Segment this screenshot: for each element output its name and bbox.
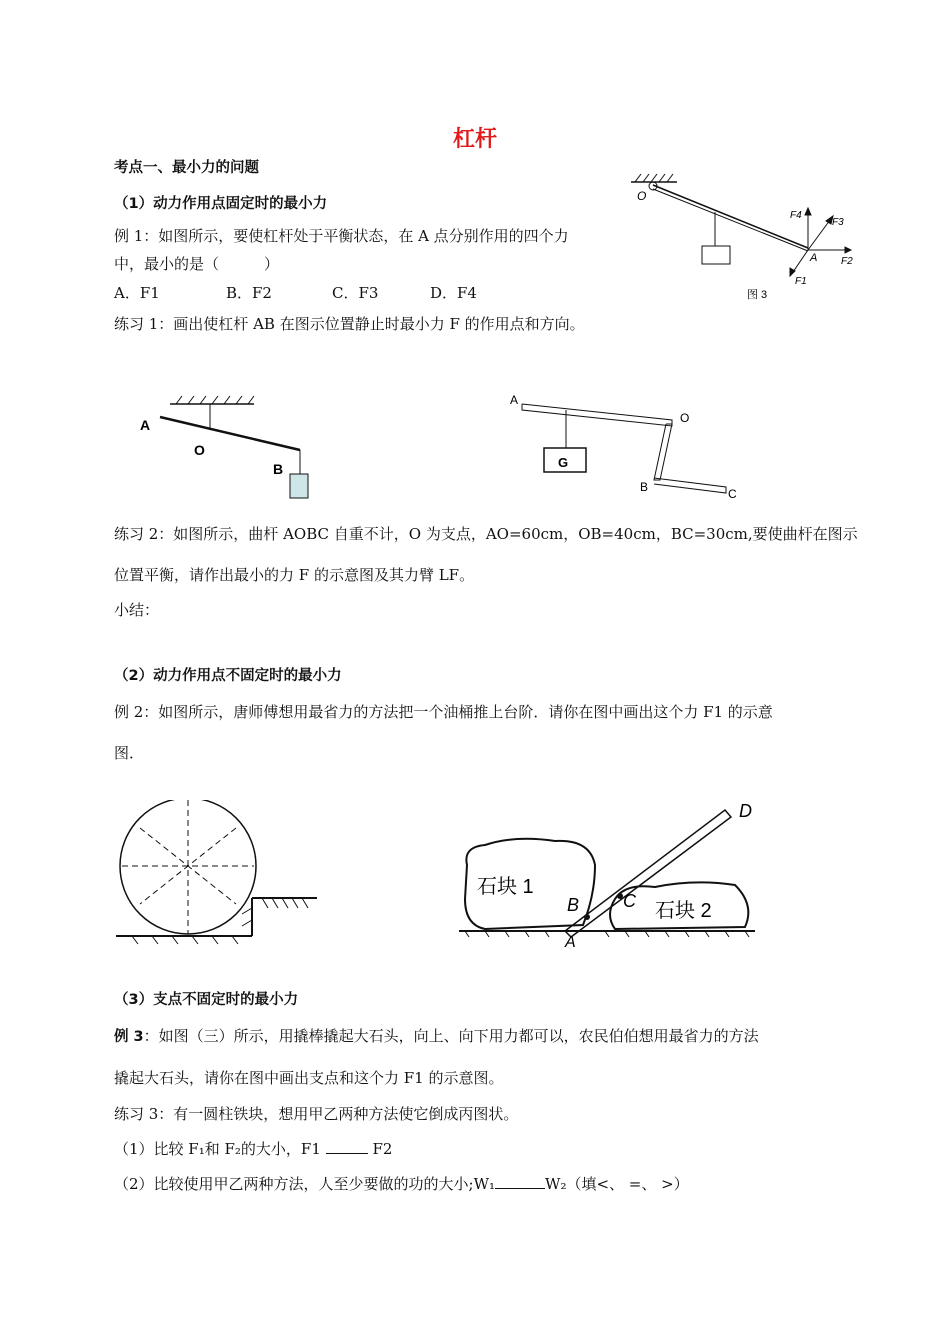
example-2-line-1: 例 2：如图所示，唐师傅想用最省力的方法把一个油桶推上台阶．请你在图中画出这个力 F1 的示意 <box>114 703 773 721</box>
rock-label-c: C <box>623 891 636 911</box>
figb-label-g: G <box>558 455 569 470</box>
question-2-blank[interactable] <box>495 1174 545 1189</box>
rock-pry-figure <box>455 795 765 950</box>
figa-label-o: O <box>194 442 205 458</box>
question-1 <box>114 1139 392 1159</box>
question-1-blank[interactable] <box>326 1139 368 1154</box>
rock-1-label: 石块 1 <box>477 876 534 898</box>
summary-label: 小结： <box>114 601 160 619</box>
oil-barrel-figure <box>112 800 322 945</box>
practice-2-line-2: 位置平衡，请作出最小的力 F 的示意图及其力臂 LF。 <box>114 566 475 584</box>
figb-label-c: C <box>728 487 737 501</box>
rock-2-label: 石块 2 <box>655 900 712 922</box>
figa-label-a: A <box>140 417 151 433</box>
figb-label-a: A <box>510 393 519 407</box>
fig3-caption: 图 3 <box>747 289 768 301</box>
page-title: 杠杆 <box>452 126 497 152</box>
fig3-o: O <box>637 189 647 203</box>
option-c: C．F3 <box>332 284 379 302</box>
subheading-1: （1）动力作用点固定时的最小力 <box>114 196 328 212</box>
crank-lever-figure <box>500 390 750 505</box>
rock-label-a: A <box>565 934 576 950</box>
fig3-f3: F3 <box>832 217 844 228</box>
question-1-f2: F2 <box>372 1140 393 1158</box>
figa-label-b: B <box>273 461 284 477</box>
subheading-2: （2）动力作用点不固定时的最小力 <box>114 668 342 684</box>
practice-3: 练习 3：有一圆柱铁块，想用甲乙两种方法使它倒成丙图状。 <box>114 1105 519 1123</box>
example-1-line-1: 例 1：如图所示，要使杠杆处于平衡状态，在 A 点分别作用的四个力 <box>114 227 569 245</box>
practice-1: 练习 1：画出使杠杆 AB 在图示位置静止时最小力 F 的作用点和方向。 <box>114 315 585 333</box>
fig3-f4: F4 <box>790 210 802 221</box>
fig3-f2: F2 <box>841 256 853 267</box>
fig3-f1: F1 <box>795 276 807 287</box>
figb-label-b: B <box>640 480 649 494</box>
example-3-line-1 <box>114 1026 759 1047</box>
lever-figure-ab <box>130 392 330 504</box>
rock-label-d: D <box>739 801 752 821</box>
rock-label-b: B <box>567 895 580 915</box>
figb-label-o: O <box>680 411 690 425</box>
question-2-text: （2）比较使用甲乙两种方法，人至少要做的功的大小;W₁ <box>114 1175 496 1193</box>
example-3-text: ：如图（三）所示，用撬棒撬起大石头，向上、向下用力都可以，农民伯伯想用最省力的方法 <box>143 1027 759 1045</box>
example-3-line-2: 撬起大石头，请你在图中画出支点和这个力 F1 的示意图。 <box>114 1069 504 1087</box>
practice-2-line-1: 练习 2：如图所示，曲杆 AOBC 自重不计，O 为支点，AO=60cm，OB=40cm，BC=30cm,要使曲杆在图示 <box>114 525 858 543</box>
example-1-line-2: 中，最小的是（ ） <box>114 255 280 273</box>
option-a: A．F1 <box>114 284 160 302</box>
question-1-text: （1）比较 F₁和 F₂的大小，F1 <box>114 1140 321 1158</box>
fig3-a: A <box>810 252 818 264</box>
question-2 <box>114 1174 689 1194</box>
subheading-3: （3）支点不固定时的最小力 <box>114 992 299 1008</box>
option-d: D．F4 <box>430 284 477 302</box>
example-2-line-2: 图． <box>114 744 145 762</box>
section-heading: 考点一、最小力的问题 <box>114 160 259 176</box>
question-2-tail: W₂（填<、 =、 >） <box>545 1175 689 1193</box>
option-b: B．F2 <box>226 284 272 302</box>
example-3-label: 例 3 <box>114 1029 144 1045</box>
figure-3-lever <box>625 168 865 303</box>
